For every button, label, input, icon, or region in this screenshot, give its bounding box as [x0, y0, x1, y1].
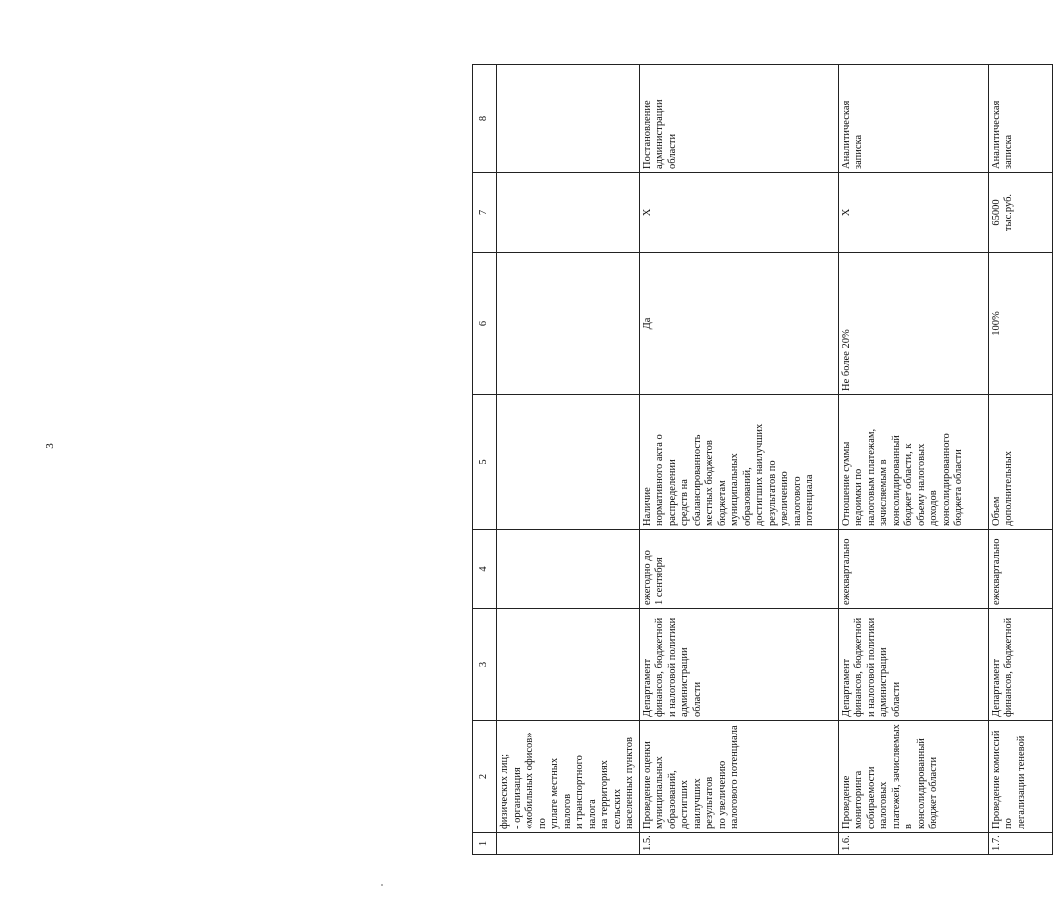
- event-cell: физических лиц; - организация «мобильных офисов» по уплате местных налогов и транспортного налога на территориях сельских населенных пунктов: [497, 721, 640, 833]
- column-number-8: 8: [473, 65, 497, 173]
- item-number: 1.6.: [838, 833, 988, 855]
- document-sheet: [472, 65, 1027, 855]
- table-row: [988, 65, 1052, 855]
- term-cell: ежеквартально: [988, 530, 1052, 609]
- column-number-7: 7: [473, 173, 497, 253]
- result-cell: Постановление администрации области: [639, 65, 838, 173]
- event-cell: Проведение мониторинга собираемости налоговых платежей, зачисляемых в консолидированный бюджет области: [838, 721, 988, 833]
- term-cell: ежегодно до 1 сентября: [639, 530, 838, 609]
- indicator-cell: Объем дополнительных: [988, 395, 1052, 530]
- item-number: 1.7.: [988, 833, 1052, 855]
- target-cell: Не более 20%: [838, 253, 988, 395]
- funding-cell: Х: [838, 173, 988, 253]
- event-cell: Проведение комиссий по легализации теневой: [988, 721, 1052, 833]
- event-cell: Проведение оценки муниципальных образований, достигших наилучших результатов по увеличению налогового потенциала: [639, 721, 838, 833]
- target-cell: Да: [639, 253, 838, 395]
- term-cell: [497, 530, 640, 609]
- funding-cell: [497, 173, 640, 253]
- result-cell: Аналитическая записка: [988, 65, 1052, 173]
- table-row: [639, 65, 838, 855]
- column-number-3: 3: [473, 609, 497, 721]
- result-cell: [497, 65, 640, 173]
- table-row: [497, 65, 640, 855]
- executor-cell: Департамент финансов, бюджетной и налоговой политики администрации области: [639, 609, 838, 721]
- item-number: [497, 833, 640, 855]
- column-number-4: 4: [473, 530, 497, 609]
- column-number-1: 1: [473, 833, 497, 855]
- indicator-cell: Наличие нормативного акта о распределении средств на сбалансированность местных бюджетов бюджетам муниципальных образований, достигших наилучших результатов по увеличению налогового потенциала: [639, 395, 838, 530]
- executor-cell: [497, 609, 640, 721]
- table-header-row: [473, 65, 497, 855]
- executor-cell: Департамент финансов, бюджетной и налоговой политики администрации области: [838, 609, 988, 721]
- indicator-cell: Отношение суммы недоимки по налоговым платежам, зачисляемым в консолидированный бюджет области, к объему налоговых доходов консолидированного бюджета области: [838, 395, 988, 530]
- result-cell: Аналитическая записка: [838, 65, 988, 173]
- item-number: 1.5.: [639, 833, 838, 855]
- column-number-2: 2: [473, 721, 497, 833]
- funding-cell: Х: [639, 173, 838, 253]
- term-cell: ежеквартально: [838, 530, 988, 609]
- executor-cell: Департамент финансов, бюджетной: [988, 609, 1052, 721]
- scan-speck: [381, 884, 383, 886]
- table-row: [838, 65, 988, 855]
- column-number-6: 6: [473, 253, 497, 395]
- funding-cell: 65000 тыс.руб.: [988, 173, 1052, 253]
- page-number: 3: [43, 443, 56, 449]
- target-cell: 100%: [988, 253, 1052, 395]
- indicator-cell: [497, 395, 640, 530]
- target-cell: [497, 253, 640, 395]
- column-number-5: 5: [473, 395, 497, 530]
- plan-table: [472, 64, 1053, 855]
